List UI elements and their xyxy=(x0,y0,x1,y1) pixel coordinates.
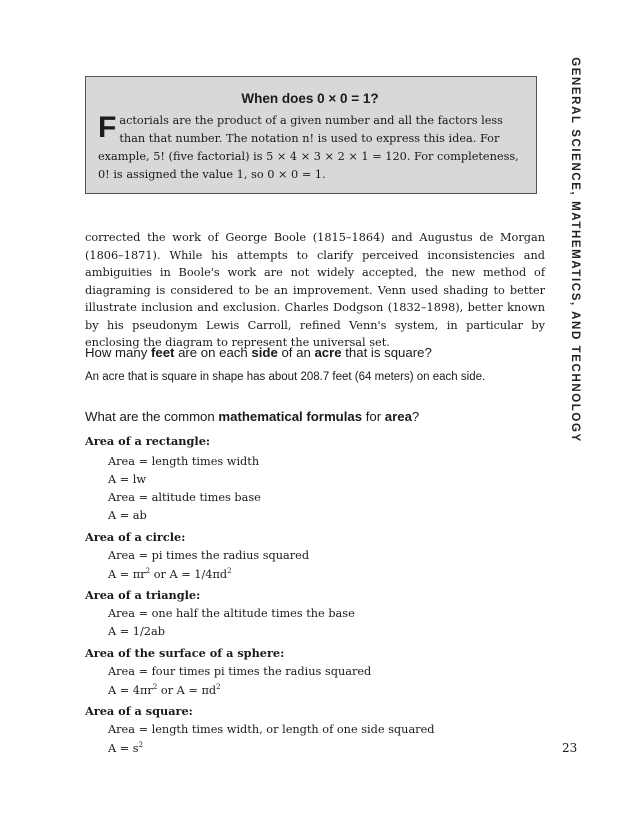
sidebar-box xyxy=(85,76,537,194)
formula-line: A = lw xyxy=(108,473,147,486)
running-head-text: GENERAL SCIENCE, MATHEMATICS, AND TECHNOLOGY xyxy=(569,57,581,443)
formula-line: Area = altitude times base xyxy=(108,491,261,504)
formula-label-circle: Area of a circle: xyxy=(85,530,186,544)
formula-line: $A = \pi r^2$ or $A = 1/4\pi d^2$ xyxy=(108,567,232,581)
sidebar-text: actorials are the product of a given number and all the factors less than that number. The notation n! is used to express this idea. For example, 5! (five factorial) is 5 × 4 × 3 × 2 × 1 = 120. For completeness, 0! is assigned the value 1, so 0 × 0 = 1. xyxy=(98,114,519,181)
formula-line: Area = one half the altitude times the base xyxy=(108,607,355,620)
sidebar-title: When does 0 × 0 = 1? xyxy=(241,91,379,106)
body-paragraph: corrected the work of George Boole (1815–1864) and Augustus de Morgan (1806–1871). While his attempts to clarify perceived inconsistencies and ambiguities in Boole's work are not widely accepted, the new method of diagraming is considered to be an improvement. Venn used shading to better illustrate inclusion and exclusion. Charles Dodgson (1832–1898), better known by his pseudonym Lewis Carroll, refined Venn's system, in particular by enclosing the diagram to represent the universal set. xyxy=(85,231,545,349)
formula-label-rectangle: Area of a rectangle: xyxy=(85,434,211,448)
formula-line: A = 1/2ab xyxy=(108,625,165,638)
formula-label-triangle: Area of a triangle: xyxy=(85,588,201,602)
formula-label-sphere: Area of the surface of a sphere: xyxy=(85,646,285,660)
formula-label-square: Area of a square: xyxy=(85,704,193,718)
formula-line: $A = s^2$ xyxy=(108,741,144,755)
answer-acre: An acre that is square in shape has about 208.7 feet (64 meters) on each side. xyxy=(85,371,486,383)
formula-line: Area = pi times the radius squared xyxy=(108,549,310,562)
page-number: 23 xyxy=(562,741,578,755)
drop-cap: F xyxy=(98,111,117,144)
question-heading-area: What are the common mathematical formulas for area? xyxy=(85,409,420,424)
running-head xyxy=(555,57,595,443)
formula-line: Area = four times pi times the radius squared xyxy=(108,665,372,678)
formula-line: Area = length times width, or length of one side squared xyxy=(108,723,435,736)
formula-line: Area = length times width xyxy=(108,455,260,468)
formula-line: A = ab xyxy=(108,509,147,522)
sidebar-body xyxy=(98,112,522,184)
formula-line: $A = 4\pi r^2$ or $A = \pi d^2$ xyxy=(108,683,221,697)
question-heading-acre: How many feet are on each side of an acre that is square? xyxy=(85,345,432,360)
